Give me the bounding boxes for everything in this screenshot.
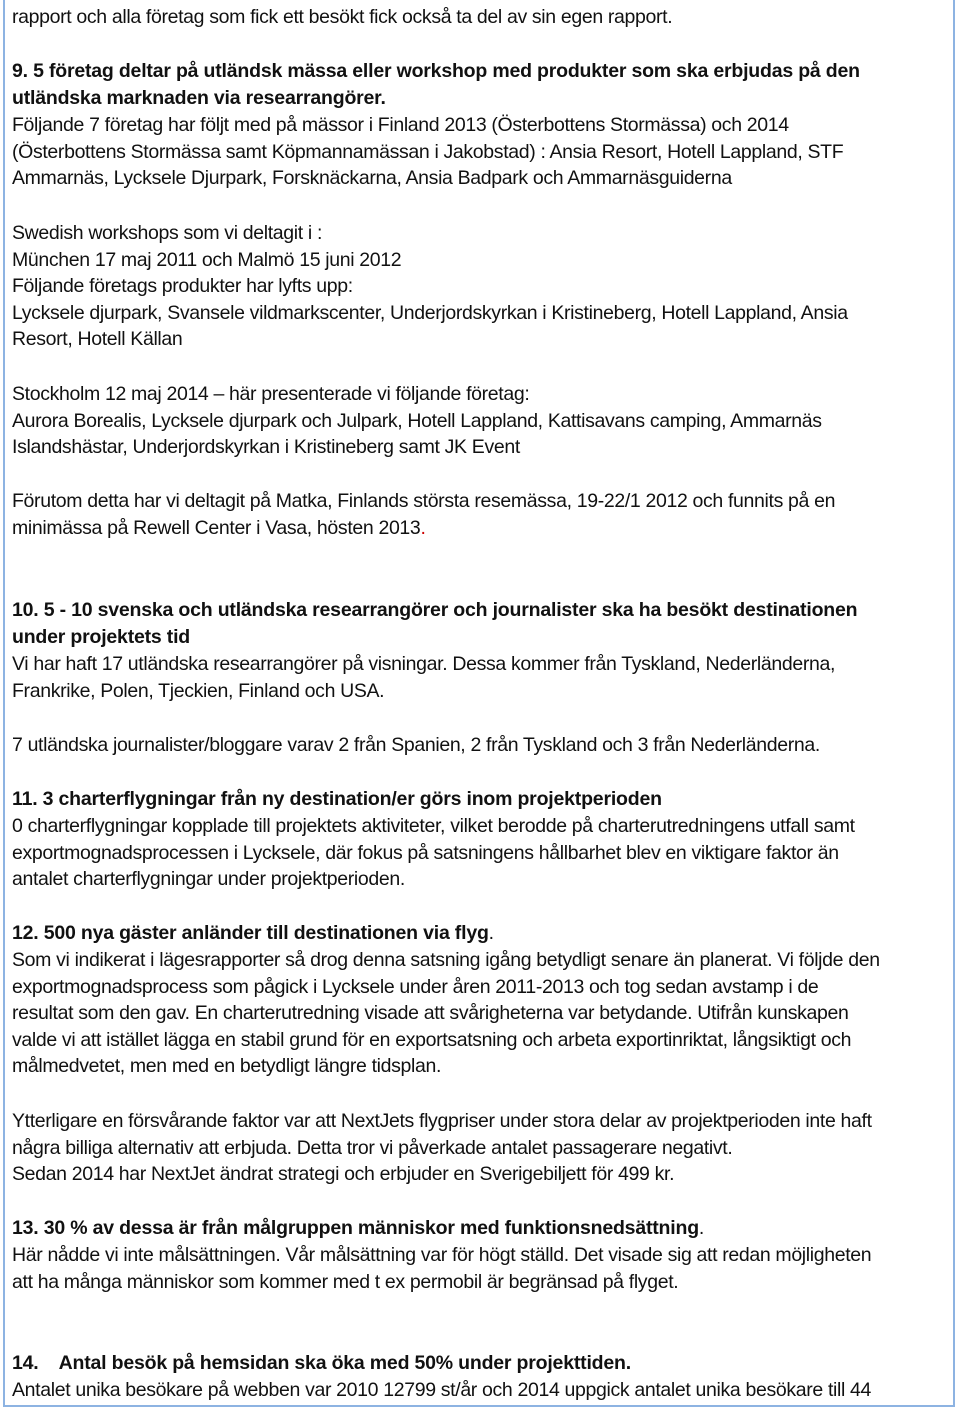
text-line: Följande företags produkter har lyfts upp: (12, 275, 353, 297)
section-11-paragraph (12, 813, 952, 893)
text-line: Frankrike, Polen, Tjeckien, Finland och USA. (12, 679, 385, 702)
heading-period: . (698, 1217, 704, 1239)
section-9-heading-line: 9. 5 företag deltar på utländsk mässa eller workshop med produkter som ska erbjudas på den (12, 60, 860, 82)
text-line: Sedan 2014 har NextJet ändrat strategi och erbjuder en Sverigebiljett för 499 kr. (12, 1163, 675, 1185)
text-line: Som vi indikerat i lägesrapporter så drog denna satsning igång betydligt senare än planerat. Vi följde den (12, 949, 880, 971)
text-line: München 17 maj 2011 och Malmö 15 juni 2012 (12, 248, 402, 271)
text-line: resultat som den gav. En charterutredning visade att svårigheterna var betydande. Utifrån kunskapen (12, 1002, 849, 1024)
text-line: målmedvetet, men med en betydligt längre tidsplan. (12, 1055, 442, 1077)
text-line: Swedish workshops som vi deltagit i : (12, 222, 323, 244)
section-13-heading (12, 1215, 952, 1242)
section-13-paragraph (12, 1242, 952, 1295)
text-line: valde vi att istället lägga en stabil grund för en exportsatsning och arbeta exportinriktat, långsiktigt och (12, 1028, 852, 1051)
section-12-heading-text: 12. 500 nya gäster anländer till destinationen via flyg (12, 922, 489, 944)
text-line: (Österbottens Stormässa samt Köpmannamässan i Jakobstad) : Ansia Resort, Hotell Lappland, STF (12, 140, 844, 163)
section-9-heading (12, 58, 952, 111)
section-14-heading: 14. Antal besök på hemsidan ska öka med 50% under projekttiden. (12, 1352, 631, 1374)
text-line: Aurora Borealis, Lycksele djurpark och Julpark, Hotell Lappland, Kattisavans camping, Ammarnäs (12, 409, 822, 432)
text-line: Islandshästar, Underjordskyrkan i Kristineberg samt JK Event (12, 436, 520, 458)
section-12-paragraph-nextjet (12, 1108, 952, 1188)
section-10-heading-line: under projektets tid (12, 625, 191, 648)
text-line: Stockholm 12 maj 2014 – här presenterade vi följande företag: (12, 383, 530, 405)
text-fragment: minimässa på Rewell Center i Vasa, hösten 2013 (12, 516, 421, 539)
text-line: Resort, Hotell Källan (12, 328, 183, 350)
section-14-paragraph: Antalet unika besökare på webben var 2010 12799 st/år och 2014 uppgick antalet unika besökare till 44 (12, 1379, 872, 1401)
section-12-paragraph-progress (12, 947, 952, 1080)
text-line: några billiga alternativ att erbjuda. Detta tror vi påverkade antalet passagerare negativt. (12, 1136, 733, 1159)
section-10-paragraph-tour-operators (12, 651, 952, 704)
text-line (12, 515, 952, 542)
section-10-paragraph-journalists: 7 utländska journalister/bloggare varav 2 från Spanien, 2 från Tyskland och 3 från Nederländerna. (12, 734, 820, 756)
text-line: Vi har haft 17 utländska researrangörer på visningar. Dessa kommer från Tyskland, Nederländerna, (12, 653, 836, 675)
section-9-paragraph-workshops (12, 220, 952, 353)
section-9-paragraph-stockholm (12, 381, 952, 461)
section-10-heading-line: 10. 5 - 10 svenska och utländska researrangörer och journalister ska ha besökt destinationen (12, 599, 858, 621)
text-line: Följande 7 företag har följt med på mässor i Finland 2013 (Österbottens Stormässa) och 2014 (12, 114, 789, 136)
text-line: exportmognadsprocess som pågick i Lycksele under åren 2011-2013 och tog sedan avstamp i de (12, 975, 819, 998)
text-line: Förutom detta har vi deltagit på Matka, Finlands största resemässa, 19-22/1 2012 och funnits på en (12, 490, 836, 512)
section-13-heading-text: 13. 30 % av dessa är från målgruppen människor med funktionsnedsättning (12, 1217, 699, 1239)
text-line: Lycksele djurpark, Svansele vildmarkscenter, Underjordskyrkan i Kristineberg, Hotell Lappland, Ansia (12, 301, 848, 324)
text-line: antalet charterflygningar under projektperioden. (12, 868, 405, 890)
red-period: . (420, 516, 426, 539)
text-line: Ytterligare en försvårande faktor var att NextJets flygpriser under stora delar av projektperioden inte haft (12, 1110, 872, 1132)
section-9-paragraph-fairs (12, 112, 952, 192)
section-12-heading (12, 920, 952, 947)
section-11-heading: 11. 3 charterflygningar från ny destination/er görs inom projektperioden (12, 788, 662, 810)
text-line: 0 charterflygningar kopplade till projektets aktiviteter, vilket berodde på charterutredningens utfall samt (12, 815, 855, 837)
section-9-paragraph-matka (12, 488, 952, 541)
intro-tail-text: rapport och alla företag som fick ett besökt fick också ta del av sin egen rapport. (12, 6, 673, 28)
heading-period: . (488, 922, 494, 944)
text-line: Ammarnäs, Lycksele Djurpark, Forsknäckarna, Ansia Badpark och Ammarnäsguiderna (12, 167, 732, 189)
section-10-heading (12, 597, 952, 650)
section-9-heading-line: utländska marknaden via researrangörer. (12, 86, 386, 109)
text-line: Här nådde vi inte målsättningen. Vår målsättning var för högt ställd. Det visade sig att redan möjligheten (12, 1244, 872, 1266)
text-line: att ha många människor som kommer med t ex permobil är begränsad på flyget. (12, 1270, 679, 1293)
text-line: exportmognadsprocessen i Lycksele, där fokus på satsningens hållbarhet blev en viktigare faktor än (12, 841, 839, 864)
